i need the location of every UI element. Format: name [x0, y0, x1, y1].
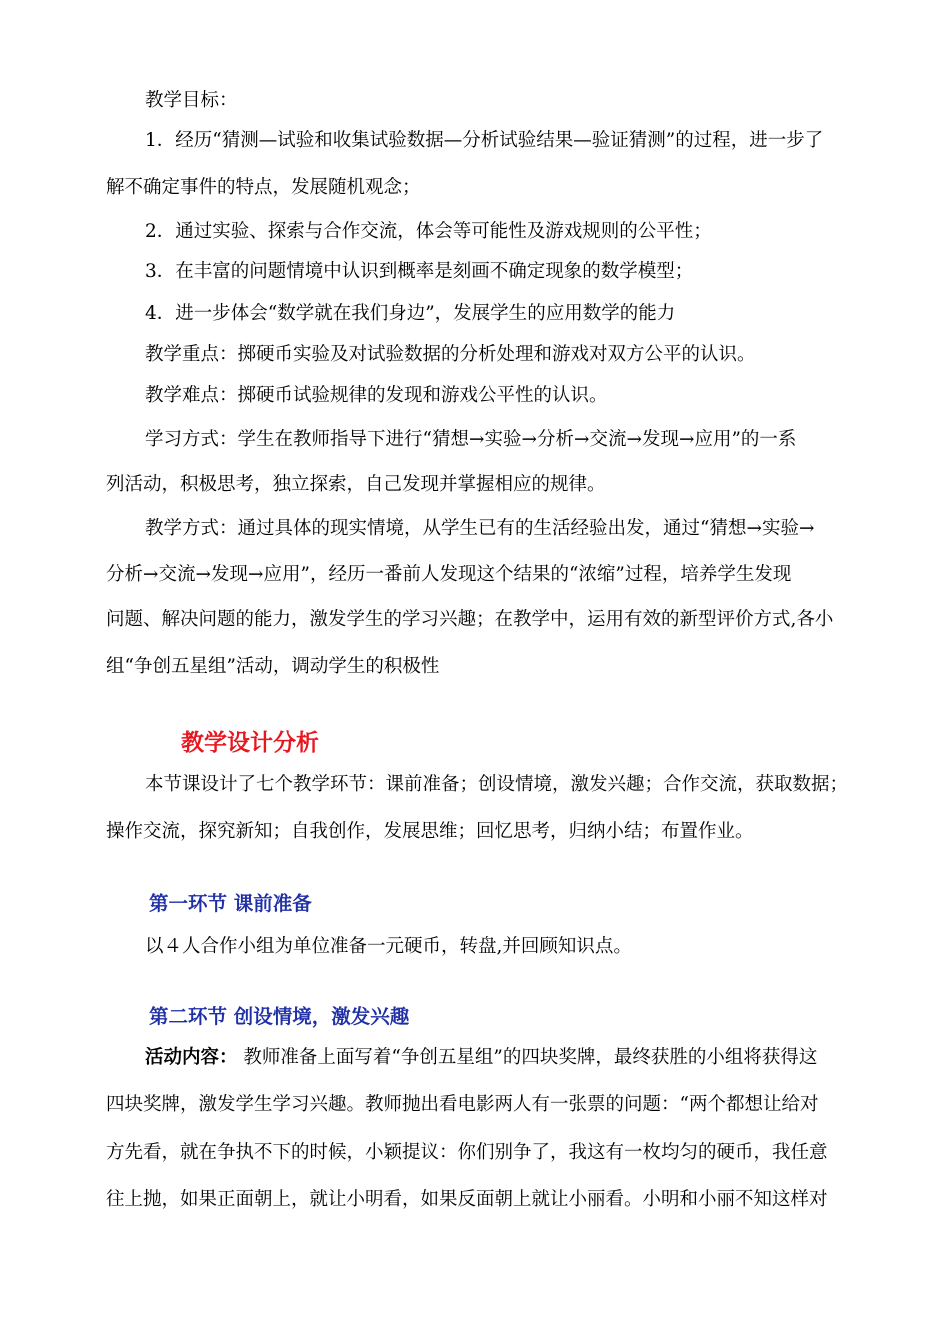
learning-mode-line-2: 列活动，积极思考，独立探索，自己发现并掌握相应的规律。	[106, 474, 606, 495]
objectives-title: 教学目标：	[145, 90, 238, 111]
teaching-mode-line-1: 教学方式：通过具体的现实情境，从学生已有的生活经验出发，通过“猜想→实验→	[145, 518, 815, 539]
design-analysis-line-2: 操作交流，探究新知；自我创作，发展思维；回忆思考，归纳小结；布置作业。	[106, 821, 754, 842]
teaching-mode-line-4: 组“争创五星组”活动，调动学生的积极性	[106, 656, 440, 677]
teaching-mode-line-3: 问题、解决问题的能力，激发学生的学习兴趣；在教学中，运用有效的新型评价方式,各小	[106, 609, 834, 630]
objective-2: 2．通过实验、探索与合作交流，体会等可能性及游戏规则的公平性；	[145, 221, 712, 242]
learning-mode-line-1: 学习方式：学生在教师指导下进行“猜想→实验→分析→交流→发现→应用”的一系	[145, 429, 797, 450]
objective-1-line-2: 解不确定事件的特点，发展随机观念；	[106, 177, 421, 198]
objective-3: 3．在丰富的问题情境中认识到概率是刻画不确定现象的数学模型；	[145, 261, 694, 282]
section-2-line-2: 四块奖牌，激发学生学习兴趣。教师抛出看电影两人有一张票的问题：“两个都想让给对	[106, 1094, 819, 1115]
activity-content-label: 活动内容：	[145, 1047, 238, 1068]
design-analysis-heading: 教学设计分析	[181, 730, 319, 756]
section-2-line-1-text: 教师准备上面写着“争创五星组”的四块奖牌，最终获胜的小组将获得这	[237, 1047, 818, 1068]
objective-1-line-1: 1．经历“猜测—试验和收集试验数据—分析试验结果—验证猜测”的过程，进一步了	[145, 130, 824, 151]
section-2-heading: 第二环节 创设情境，激发兴趣	[149, 1005, 410, 1028]
design-analysis-line-1: 本节课设计了七个教学环节：课前准备；创设情境，激发兴趣；合作交流，获取数据；	[145, 774, 849, 795]
section-2-line-1	[145, 1045, 817, 1071]
section-2-line-3: 方先看，就在争执不下的时候，小颖提议：你们别争了，我这有一枚均匀的硬币，我任意	[106, 1142, 828, 1163]
teaching-mode-line-2: 分析→交流→发现→应用”，经历一番前人发现这个结果的“浓缩”过程，培养学生发现	[106, 564, 792, 585]
key-point: 教学重点：掷硬币实验及对试验数据的分析处理和游戏对双方公平的认识。	[145, 344, 756, 365]
section-1-heading: 第一环节 课前准备	[149, 892, 312, 915]
objective-4: 4．进一步体会“数学就在我们身边”，发展学生的应用数学的能力	[145, 303, 676, 324]
difficulty: 教学难点：掷硬币试验规律的发现和游戏公平性的认识。	[145, 385, 608, 406]
section-1-text: 以４人合作小组为单位准备一元硬币，转盘,并回顾知识点。	[145, 936, 632, 957]
section-2-line-4: 往上抛，如果正面朝上，就让小明看，如果反面朝上就让小丽看。小明和小丽不知这样对	[106, 1189, 828, 1210]
